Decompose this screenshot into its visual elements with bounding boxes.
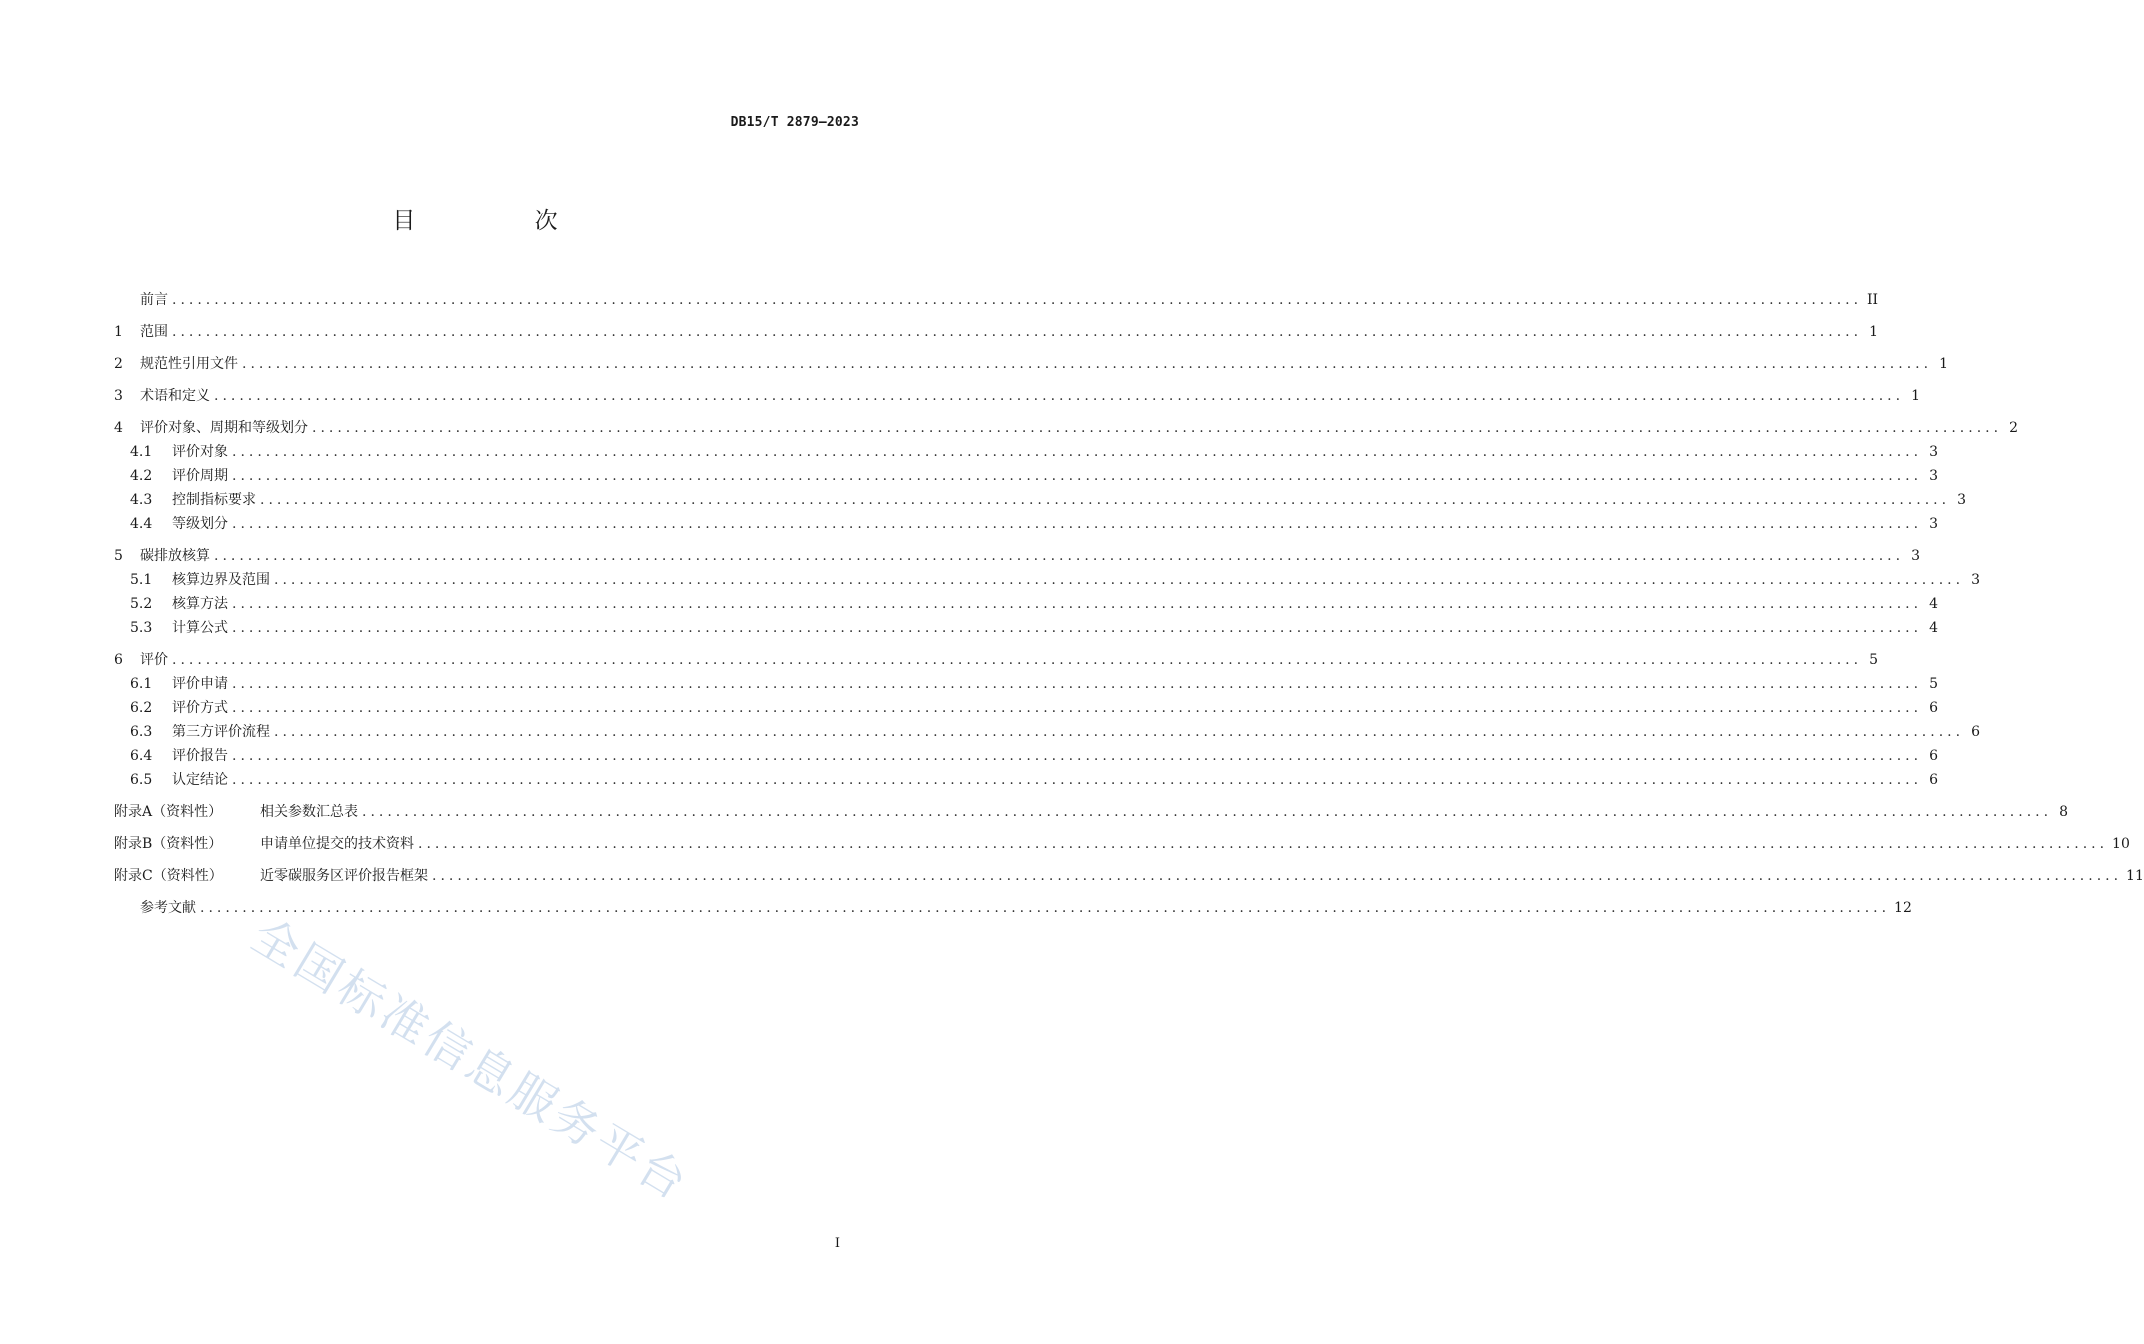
toc-entry-page: 1 — [1939, 356, 1949, 372]
toc-entry-page: 3 — [1929, 516, 1939, 532]
toc-entry[interactable] — [114, 288, 1879, 312]
toc-entry[interactable] — [114, 320, 1879, 344]
dot-leader: ........................................................................................................................................................................................................ — [312, 420, 2003, 436]
toc-entry-page: II — [1866, 292, 1879, 308]
toc-entry-label: 认定结论 — [172, 772, 228, 788]
toc-entry-page: 3 — [1929, 444, 1939, 460]
toc-title: 目 次 — [392, 208, 614, 234]
toc-entry-number: 附录C（资料性） — [114, 868, 223, 884]
toc-entry-number: 5.3 — [130, 620, 153, 636]
toc-entry-label: 相关参数汇总表 — [260, 804, 358, 820]
watermark: 全国标准信息服务平台 — [242, 907, 699, 1212]
toc-entry-label: 申请单位提交的技术资料 — [260, 836, 414, 852]
toc-entry-label: 评价申请 — [172, 676, 228, 692]
toc-entry-label: 核算方法 — [172, 596, 228, 612]
toc-entry-page: 3 — [1929, 468, 1939, 484]
toc-entry-page: 8 — [2059, 804, 2069, 820]
toc-entry-number: 1 — [114, 324, 123, 340]
toc-entry[interactable] — [114, 464, 1939, 488]
toc-entry-label: 评价 — [140, 652, 168, 668]
toc-entry[interactable] — [114, 384, 1921, 408]
toc-entry[interactable] — [114, 744, 1939, 768]
toc-entry[interactable] — [114, 616, 1939, 640]
dot-leader: ........................................................................................................................................................................................................ — [232, 748, 1923, 764]
toc-entry-label: 等级划分 — [172, 516, 228, 532]
dot-leader: ........................................................................................................................................................................................................ — [232, 596, 1923, 612]
toc-entry-label: 近零碳服务区评价报告框架 — [260, 868, 428, 884]
dot-leader: ........................................................................................................................................................................................................ — [232, 620, 1923, 636]
dot-leader: ........................................................................................................................................................................................................ — [172, 652, 1863, 668]
toc-entry-number: 4.3 — [130, 492, 153, 508]
toc-entry-number: 4.2 — [130, 468, 153, 484]
toc-entry[interactable] — [114, 440, 1939, 464]
dot-leader: ........................................................................................................................................................................................................ — [432, 868, 2123, 884]
dot-leader: ........................................................................................................................................................................................................ — [274, 724, 1965, 740]
toc-entry-number: 6.5 — [130, 772, 153, 788]
toc-entry-page: 6 — [1929, 748, 1939, 764]
toc-entry-label: 计算公式 — [172, 620, 228, 636]
toc-entry[interactable] — [114, 488, 1967, 512]
toc-entry-page: 5 — [1869, 652, 1879, 668]
toc-entry-number: 5 — [114, 548, 123, 564]
toc-entry-number: 6.3 — [130, 724, 153, 740]
dot-leader: ........................................................................................................................................................................................................ — [172, 292, 1863, 308]
toc-entry-page: 3 — [1971, 572, 1981, 588]
toc-entry-page: 4 — [1929, 596, 1939, 612]
toc-entry-page: 6 — [1929, 772, 1939, 788]
toc-entry[interactable] — [114, 568, 1981, 592]
toc-entry[interactable] — [114, 800, 2069, 824]
toc-entry-number: 6.2 — [130, 700, 153, 716]
dot-leader: ........................................................................................................................................................................................................ — [232, 700, 1923, 716]
toc-entry-label: 范围 — [140, 324, 168, 340]
toc-entry-label: 参考文献 — [140, 900, 196, 916]
toc-entry-label: 控制指标要求 — [172, 492, 256, 508]
dot-leader: ........................................................................................................................................................................................................ — [232, 676, 1923, 692]
toc-entry[interactable] — [114, 864, 2144, 888]
toc-entry-number: 5.2 — [130, 596, 153, 612]
toc-entry[interactable] — [114, 832, 2130, 856]
toc-entry[interactable] — [114, 696, 1939, 720]
toc-entry-page: 6 — [1929, 700, 1939, 716]
toc-entry-label: 第三方评价流程 — [172, 724, 270, 740]
dot-leader: ........................................................................................................................................................................................................ — [200, 900, 1891, 916]
toc-entry-page: 10 — [2112, 836, 2130, 852]
page-number: I — [834, 1236, 840, 1251]
table-of-contents — [114, 288, 2144, 920]
toc-entry[interactable] — [114, 720, 1981, 744]
toc-entry[interactable] — [114, 512, 1939, 536]
toc-entry-page: 4 — [1929, 620, 1939, 636]
toc-entry-label: 碳排放核算 — [140, 548, 210, 564]
toc-entry-number: 4.1 — [130, 444, 153, 460]
toc-entry-page: 3 — [1911, 548, 1921, 564]
toc-entry-label: 规范性引用文件 — [140, 356, 238, 372]
toc-entry-number: 6.4 — [130, 748, 153, 764]
toc-entry-label: 术语和定义 — [140, 388, 210, 404]
dot-leader: ........................................................................................................................................................................................................ — [232, 772, 1923, 788]
dot-leader: ........................................................................................................................................................................................................ — [232, 444, 1923, 460]
toc-entry-page: 11 — [2126, 868, 2144, 884]
toc-entry-number: 4 — [114, 420, 123, 436]
toc-entry[interactable] — [114, 648, 1879, 672]
toc-entry-label: 评价对象、周期和等级划分 — [140, 420, 308, 436]
toc-entry-number: 5.1 — [130, 572, 153, 588]
toc-entry-page: 2 — [2009, 420, 2019, 436]
toc-entry[interactable] — [114, 672, 1939, 696]
toc-entry-label: 评价周期 — [172, 468, 228, 484]
dot-leader: ........................................................................................................................................................................................................ — [274, 572, 1965, 588]
toc-entry[interactable] — [114, 768, 1939, 792]
toc-entry-page: 6 — [1971, 724, 1981, 740]
toc-entry-label: 前言 — [140, 292, 168, 308]
toc-entry-page: 1 — [1869, 324, 1879, 340]
toc-entry-label: 评价报告 — [172, 748, 228, 764]
toc-entry-page: 3 — [1957, 492, 1967, 508]
dot-leader: ........................................................................................................................................................................................................ — [418, 836, 2109, 852]
toc-entry[interactable] — [114, 544, 1921, 568]
dot-leader: ........................................................................................................................................................................................................ — [232, 516, 1923, 532]
toc-entry-label: 评价对象 — [172, 444, 228, 460]
dot-leader: ........................................................................................................................................................................................................ — [214, 548, 1905, 564]
toc-entry[interactable] — [114, 592, 1939, 616]
dot-leader: ........................................................................................................................................................................................................ — [214, 388, 1905, 404]
toc-entry[interactable] — [114, 416, 2019, 440]
dot-leader: ........................................................................................................................................................................................................ — [232, 468, 1923, 484]
document-code: DB15/T 2879—2023 — [730, 115, 859, 130]
dot-leader: ........................................................................................................................................................................................................ — [242, 356, 1933, 372]
dot-leader: ........................................................................................................................................................................................................ — [172, 324, 1863, 340]
toc-entry-label: 核算边界及范围 — [172, 572, 270, 588]
toc-entry[interactable] — [114, 896, 1912, 920]
toc-entry-label: 评价方式 — [172, 700, 228, 716]
toc-entry[interactable] — [114, 352, 1949, 376]
toc-entry-number: 附录B（资料性） — [114, 836, 223, 852]
dot-leader: ........................................................................................................................................................................................................ — [362, 804, 2053, 820]
toc-entry-page: 12 — [1894, 900, 1912, 916]
dot-leader: ........................................................................................................................................................................................................ — [260, 492, 1951, 508]
toc-entry-number: 3 — [114, 388, 123, 404]
toc-entry-page: 1 — [1911, 388, 1921, 404]
toc-entry-number: 2 — [114, 356, 123, 372]
toc-entry-number: 附录A（资料性） — [114, 804, 223, 820]
toc-entry-page: 5 — [1929, 676, 1939, 692]
toc-entry-number: 6.1 — [130, 676, 153, 692]
toc-entry-number: 6 — [114, 652, 123, 668]
toc-entry-number: 4.4 — [130, 516, 153, 532]
